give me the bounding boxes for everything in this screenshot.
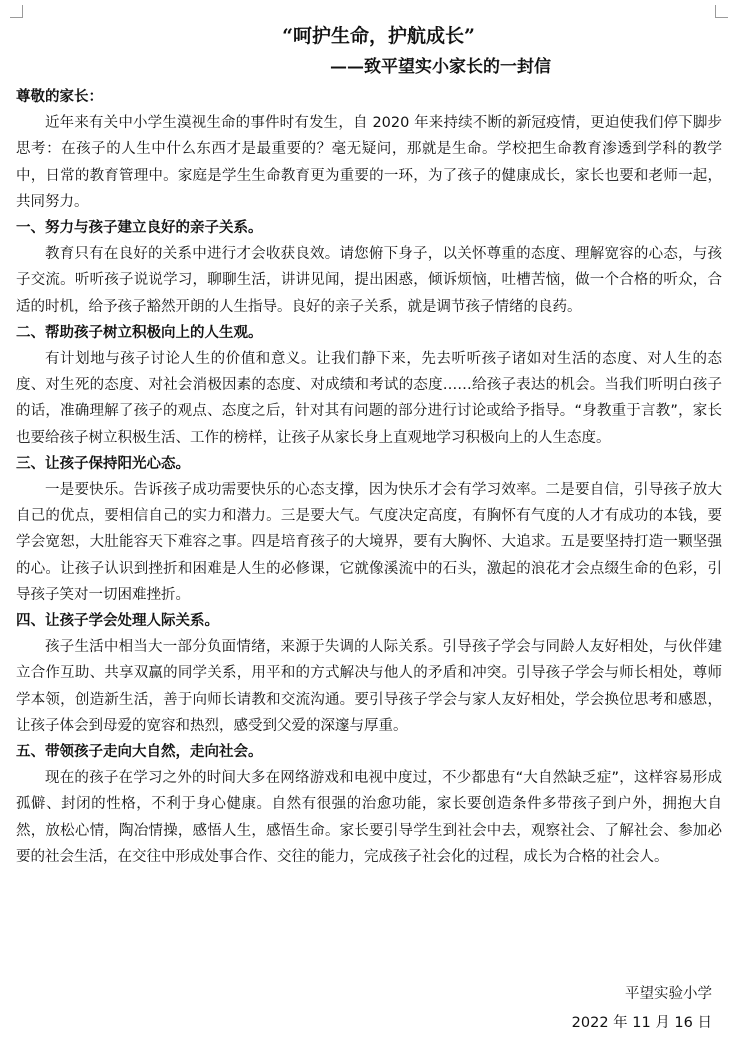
section-heading: 一、努力与孩子建立良好的亲子关系。	[16, 220, 263, 237]
section-paragraph: 现在的孩子在学习之外的时间大多在网络游戏和电视中度过，不少都患有“大自然缺乏症”，这样容易形成孤僻、封闭的性格，不利于身心健康。自然有很强的治愈功能，家长要创造条件多带孩子到户外，拥抱大自然，放松心情，陶冶情操，感悟人生，感悟生命。家长要引导学生到社会中去，观察社会、了解社会、参加必要的社会生活，在交往中形成处事合作、交往的能力，完成孩子社会化的过程，成长为合格的社会人。	[16, 770, 722, 865]
page-corner-mark-left	[10, 5, 23, 18]
section-paragraph: 有计划地与孩子讨论人生的价值和意义。让我们静下来，先去听听孩子诸如对生活的态度、对人生的态度、对生死的态度、对社会消极因素的态度、对成绩和考试的态度……给孩子表达的机会。当我们听明白孩子的话，准确理解了孩子的观点、态度之后，针对其有问题的部分进行讨论或给予指导。“身教重于言教”，家长也要给孩子树立积极生活、工作的榜样，让孩子从家长身上直观地学习积极向上的人生态度。	[16, 351, 722, 446]
section-heading: 二、帮助孩子树立积极向上的人生观。	[16, 324, 263, 341]
section-paragraph: 孩子生活中相当大一部分负面情绪，来源于失调的人际关系。引导孩子学会与同龄人友好相处，与伙伴建立合作互助、共享双赢的同学关系，用平和的方式解决与他人的矛盾和冲突。引导孩子学会与师长相处，尊师学本领，创造新生活，善于向师长请教和交流沟通。要引导孩子学会与家人友好相处，学会换位思考和感恩，让孩子体会到母爱的宽容和热烈，感受到父爱的深邃与厚重。	[16, 639, 722, 734]
page-corner-mark-right	[715, 5, 728, 18]
section-paragraph: 教育只有在良好的关系中进行才会收获良效。请您俯下身子，以关怀尊重的态度、理解宽容的心态，与孩子交流。听听孩子说说学习，聊聊生活，讲讲见闻，提出困惑，倾诉烦恼，吐槽苦恼，做一个合格的听众，合适的时机，给予孩子豁然开朗的人生指导。良好的亲子关系，就是调节孩子情绪的良药。	[16, 246, 722, 315]
section-heading: 五、带领孩子走向大自然，走向社会。	[16, 744, 263, 761]
section-heading: 四、让孩子学会处理人际关系。	[16, 613, 219, 630]
signature-school: 平望实验小学	[625, 986, 712, 1002]
signature-block	[450, 980, 712, 1038]
greeting: 尊敬的家长：	[16, 89, 103, 105]
letter-title: “呵护生命，护航成长”	[282, 25, 475, 47]
letter-body	[16, 84, 722, 870]
section-heading: 三、让孩子保持阳光心态。	[16, 455, 190, 472]
intro-paragraph: 近年来有关中小学生漠视生命的事件时有发生，自 2020 年来持续不断的新冠疫情，更迫使我们停下脚步思考：在孩子的人生中什么东西才是最重要的？毫无疑问，那就是生命。学校把生命教育渗透到学科的教学中，日常的教育管理中。家庭是学生生命教育更为重要的一环，为了孩子的健康成长，家长也要和老师一起，共同努力。	[16, 115, 722, 210]
letter-subtitle: ——致平望实小家长的一封信	[330, 57, 551, 77]
section-paragraph: 一是要快乐。告诉孩子成功需要快乐的心态支撑，因为快乐才会有学习效率。二是要自信，引导孩子放大自己的优点，要相信自己的实力和潜力。三是要大气。气度决定高度，有胸怀有气度的人才有成功的本钱，要学会宽恕，大肚能容天下难容之事。四是培育孩子的大境界，要有大胸怀、大追求。五是要坚持打造一颗坚强的心。让孩子认识到挫折和困难是人生的必修课，它就像溪流中的石头，激起的浪花才会点缀生命的色彩，引导孩子笑对一切困难挫折。	[16, 482, 722, 603]
signature-date: 2022 年 11 月 16 日	[571, 1015, 712, 1031]
